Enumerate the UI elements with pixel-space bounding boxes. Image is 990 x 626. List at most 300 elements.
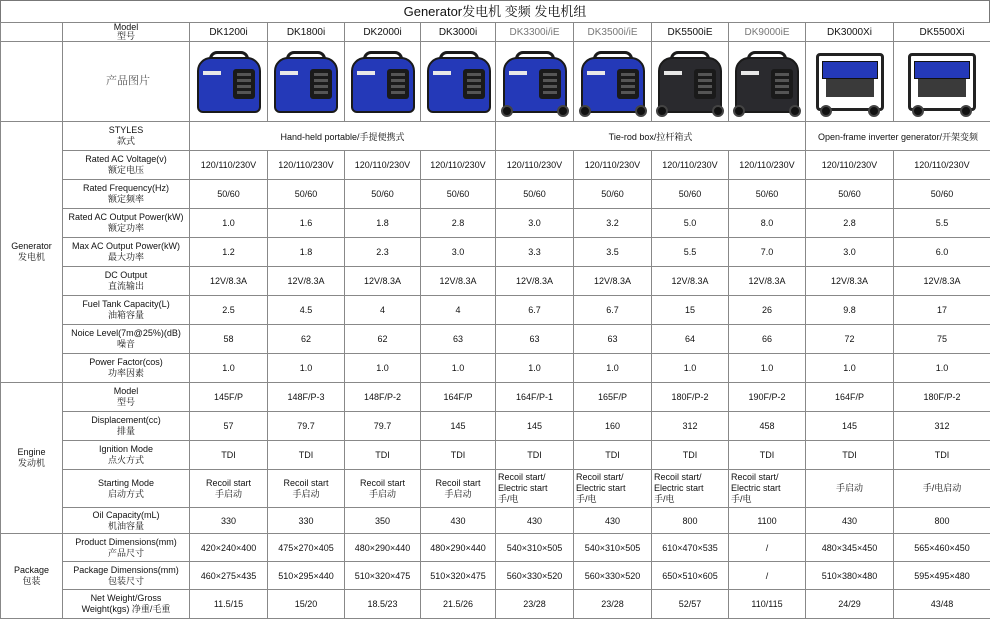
spec-value: 120/110/230V: [574, 151, 652, 180]
spec-value: 1100: [729, 508, 806, 534]
model-label-en: Model: [113, 22, 139, 32]
spec-value: 460×275×435: [190, 562, 268, 590]
model-name: DK9000iE: [729, 23, 806, 42]
spec-value: 165F/P: [574, 383, 652, 412]
spec-value: 72: [806, 325, 894, 354]
group-generator: [1, 122, 63, 383]
spec-value: TDI: [806, 441, 894, 470]
spec-value: 63: [574, 325, 652, 354]
spec-value: 1.0: [421, 354, 496, 383]
spec-value: 430: [574, 508, 652, 534]
product-image-cell: [421, 42, 496, 122]
spec-value: 2.8: [421, 209, 496, 238]
spec-row: [1, 209, 990, 238]
spec-value: 1.8: [268, 238, 345, 267]
spec-value: 50/60: [496, 180, 574, 209]
spec-value: /: [729, 562, 806, 590]
spec-value: 1.0: [345, 354, 421, 383]
row-label-en: Oil Capacity(mL): [92, 509, 160, 520]
spec-value: 8.0: [729, 209, 806, 238]
spec-value: 190F/P-2: [729, 383, 806, 412]
row-label-en: Power Factor(cos): [89, 357, 163, 367]
spec-value: 12V/8.3A: [894, 267, 990, 296]
model-name: DK3000Xi: [806, 23, 894, 42]
blue-handheld-generator: [270, 47, 342, 117]
row-label: [63, 296, 190, 325]
spec-value: 312: [652, 412, 729, 441]
value-line: 手/电启动: [922, 483, 962, 493]
product-image-cell: [806, 42, 894, 122]
row-label-en: Rated AC Voltage(v): [85, 154, 167, 164]
model-name: DK2000i: [345, 23, 421, 42]
spec-value: 2.8: [806, 209, 894, 238]
row-label-en: Noice Level(7m@25%)(dB): [71, 328, 181, 338]
spec-value: 50/60: [345, 180, 421, 209]
spec-value: TDI: [268, 441, 345, 470]
spec-value: 6.0: [894, 238, 990, 267]
spec-value: /: [729, 534, 806, 562]
blue-handheld-generator: [423, 47, 495, 117]
spec-row: [1, 151, 990, 180]
image-label: 产品图片: [63, 42, 190, 122]
spec-value: 1.8: [345, 209, 421, 238]
spec-value: 330: [268, 508, 345, 534]
spec-row: [1, 267, 990, 296]
spec-value: 79.7: [268, 412, 345, 441]
spec-value: 145: [806, 412, 894, 441]
row-label: [63, 441, 190, 470]
spec-value: 540×310×505: [574, 534, 652, 562]
product-image-cell: [894, 42, 990, 122]
value-line: 手启动: [292, 488, 320, 499]
value-line: Recoil start: [205, 477, 251, 488]
spec-value: 120/110/230V: [190, 151, 268, 180]
spec-value: 120/110/230V: [652, 151, 729, 180]
spec-value: 12V/8.3A: [421, 267, 496, 296]
spec-value: [190, 470, 268, 508]
spec-row: [1, 508, 990, 534]
spec-value: 26: [729, 296, 806, 325]
row-label: [63, 562, 190, 590]
spec-value: 1.0: [496, 354, 574, 383]
product-image-cell: [574, 42, 652, 122]
blue-tierod-generator: [577, 47, 649, 117]
spec-value: 480×290×440: [421, 534, 496, 562]
spec-row: [1, 180, 990, 209]
spec-value: 1.0: [729, 354, 806, 383]
spec-value: 63: [496, 325, 574, 354]
value-line: Electric start: [654, 483, 704, 493]
spec-value: 2.3: [345, 238, 421, 267]
row-label: [63, 354, 190, 383]
spec-value: 11.5/15: [190, 590, 268, 619]
value-line: 手启动: [214, 488, 242, 499]
spec-value: 110/115: [729, 590, 806, 619]
value-line: Recoil start/: [576, 472, 624, 482]
spec-value: 50/60: [190, 180, 268, 209]
model-name: DK5500Xi: [894, 23, 990, 42]
spec-value: 17: [894, 296, 990, 325]
spec-value: 1.0: [190, 354, 268, 383]
row-label-en: Rated AC Output Power(kW): [68, 212, 184, 222]
spec-row: [1, 470, 990, 508]
row-label-cn: 额定电压: [107, 165, 144, 175]
dark-tierod-generator: [731, 47, 803, 117]
spec-value: 145: [496, 412, 574, 441]
row-label-cn: Weight(kgs) 净重/毛重: [81, 604, 171, 614]
group-engine: [1, 383, 63, 534]
spec-value: 800: [894, 508, 990, 534]
row-label-cn: 款式: [116, 136, 135, 146]
corner-cell: [1, 42, 63, 122]
spec-value: 1.0: [652, 354, 729, 383]
spec-value: 650×510×605: [652, 562, 729, 590]
spec-value: 595×495×480: [894, 562, 990, 590]
row-label-cn: 功率因素: [107, 368, 144, 378]
spec-value: [574, 470, 652, 508]
spec-value: 430: [806, 508, 894, 534]
spec-value: TDI: [574, 441, 652, 470]
spec-value: 1.0: [894, 354, 990, 383]
spec-row: [1, 296, 990, 325]
spec-value: 64: [652, 325, 729, 354]
spec-value: 52/57: [652, 590, 729, 619]
spec-value: [268, 470, 345, 508]
row-label: [63, 325, 190, 354]
spec-value: [652, 470, 729, 508]
value-line: 手启动: [368, 488, 396, 499]
spec-value: 12V/8.3A: [806, 267, 894, 296]
row-label: [63, 470, 190, 508]
spec-value: 66: [729, 325, 806, 354]
spec-value: 50/60: [729, 180, 806, 209]
spec-value: 120/110/230V: [345, 151, 421, 180]
spec-value: 12V/8.3A: [190, 267, 268, 296]
spec-value: TDI: [894, 441, 990, 470]
group-label-en: Package: [13, 565, 50, 575]
spec-value: 62: [268, 325, 345, 354]
row-label-en: Ignition Mode: [98, 444, 154, 454]
spec-value: 3.0: [806, 238, 894, 267]
row-label: [63, 508, 190, 534]
row-label: [63, 534, 190, 562]
spec-value: 480×290×440: [345, 534, 421, 562]
spec-value: 50/60: [574, 180, 652, 209]
row-label: [63, 209, 190, 238]
row-label-en: STYLES: [108, 125, 144, 135]
value-line: Recoil start/: [498, 472, 546, 482]
spec-value: 23/28: [574, 590, 652, 619]
row-label: [63, 151, 190, 180]
row-label-cn: 额定功率: [107, 223, 144, 233]
row-label-cn: 最大功率: [107, 252, 144, 262]
row-label-cn: 机油容量: [107, 520, 144, 531]
spec-value: TDI: [421, 441, 496, 470]
style-handheld: Hand-held portable/手提便携式: [190, 122, 496, 151]
spec-value: 50/60: [268, 180, 345, 209]
spec-value: 458: [729, 412, 806, 441]
spec-value: [729, 470, 806, 508]
spec-value: 12V/8.3A: [345, 267, 421, 296]
row-label-cn: 型号: [116, 397, 135, 407]
row-label: [63, 238, 190, 267]
value-line: Recoil start: [359, 477, 405, 488]
spec-value: 160: [574, 412, 652, 441]
row-label-en: DC Output: [104, 270, 148, 280]
spec-value: 12V/8.3A: [652, 267, 729, 296]
value-line: Electric start: [498, 483, 548, 493]
spec-value: 120/110/230V: [729, 151, 806, 180]
spec-value: 5.5: [652, 238, 729, 267]
spec-value: 120/110/230V: [268, 151, 345, 180]
spec-value: 6.7: [574, 296, 652, 325]
spec-value: 148F/P-3: [268, 383, 345, 412]
spec-value: 3.0: [496, 209, 574, 238]
spec-value: 62: [345, 325, 421, 354]
spec-value: 120/110/230V: [496, 151, 574, 180]
spec-row: [1, 325, 990, 354]
style-tierod: Tie-rod box/拉杆箱式: [496, 122, 806, 151]
spec-value: 15: [652, 296, 729, 325]
spec-value: 145: [421, 412, 496, 441]
spec-value: [421, 470, 496, 508]
model-header-label: [63, 23, 190, 42]
spec-row: [1, 238, 990, 267]
row-label-en: Rated Frequency(Hz): [82, 183, 170, 193]
row-label: [63, 590, 190, 619]
spec-value: TDI: [496, 441, 574, 470]
row-label-cn: 油箱容量: [107, 310, 144, 320]
row-label: [63, 383, 190, 412]
spec-value: TDI: [729, 441, 806, 470]
spec-value: 430: [496, 508, 574, 534]
spec-value: 180F/P-2: [894, 383, 990, 412]
model-name: DK3000i: [421, 23, 496, 42]
spec-value: 475×270×405: [268, 534, 345, 562]
row-label-cn: 额定频率: [107, 194, 144, 204]
row-label-cn: 直流输出: [107, 281, 144, 291]
value-line: 手/电: [654, 494, 675, 504]
spec-value: 164F/P: [806, 383, 894, 412]
row-label-cn: 点火方式: [107, 455, 144, 465]
row-label: [63, 180, 190, 209]
model-name: DK3300i/iE: [496, 23, 574, 42]
spec-value: 21.5/26: [421, 590, 496, 619]
spec-value: 350: [345, 508, 421, 534]
row-label-cn: 排量: [116, 426, 135, 436]
product-image-cell: [190, 42, 268, 122]
spec-row: [1, 562, 990, 590]
spec-row: [1, 441, 990, 470]
row-label-cn: 包装尺寸: [107, 575, 144, 586]
value-line: Recoil start/: [731, 472, 779, 482]
product-image-cell: [652, 42, 729, 122]
row-label-en: Fuel Tank Capacity(L): [82, 299, 170, 309]
spec-value: 5.0: [652, 209, 729, 238]
group-label-en: Engine: [17, 447, 46, 457]
style-openframe: Open-frame inverter generator/开架变频: [806, 122, 990, 151]
model-label-cn: 型号: [116, 31, 135, 41]
value-line: Electric start: [731, 483, 781, 493]
spec-value: [894, 470, 990, 508]
spec-value: 330: [190, 508, 268, 534]
blue-handheld-generator: [347, 47, 419, 117]
spec-value: 7.0: [729, 238, 806, 267]
spec-value: 12V/8.3A: [729, 267, 806, 296]
spec-value: 12V/8.3A: [268, 267, 345, 296]
spec-value: 1.0: [574, 354, 652, 383]
row-label: [63, 122, 190, 151]
group-label-cn: 发电机: [17, 252, 45, 262]
spec-value: 1.6: [268, 209, 345, 238]
row-label: [63, 267, 190, 296]
row-label-en: Starting Mode: [97, 477, 155, 488]
spec-value: 120/110/230V: [806, 151, 894, 180]
row-label-en: Displacement(cc): [91, 415, 161, 425]
spec-value: 50/60: [652, 180, 729, 209]
spec-value: 75: [894, 325, 990, 354]
product-image-cell: [345, 42, 421, 122]
spec-value: 148F/P-2: [345, 383, 421, 412]
spec-value: 9.8: [806, 296, 894, 325]
value-line: 手/电: [498, 494, 519, 504]
spec-value: 3.5: [574, 238, 652, 267]
spec-value: [806, 470, 894, 508]
value-line: Recoil start: [283, 477, 329, 488]
product-image-cell: [729, 42, 806, 122]
spec-value: 5.5: [894, 209, 990, 238]
spec-value: 510×295×440: [268, 562, 345, 590]
blue-tierod-generator: [499, 47, 571, 117]
spec-value: 15/20: [268, 590, 345, 619]
spec-value: TDI: [190, 441, 268, 470]
spec-value: 610×470×535: [652, 534, 729, 562]
spec-value: 3.0: [421, 238, 496, 267]
spec-value: 24/29: [806, 590, 894, 619]
row-label-en: Product Dimensions(mm): [75, 536, 177, 547]
open-frame-generator: [814, 47, 886, 117]
model-name: DK5500iE: [652, 23, 729, 42]
spec-value: 3.2: [574, 209, 652, 238]
value-line: 手/电: [576, 494, 597, 504]
spec-value: 164F/P: [421, 383, 496, 412]
spec-row: [1, 590, 990, 619]
model-name: DK1800i: [268, 23, 345, 42]
spec-value: 2.5: [190, 296, 268, 325]
spec-value: 1.0: [190, 209, 268, 238]
spec-value: 560×330×520: [496, 562, 574, 590]
row-label-en: Max AC Output Power(kW): [71, 241, 181, 251]
spec-value: 1.0: [268, 354, 345, 383]
spec-value: 420×240×400: [190, 534, 268, 562]
dark-tierod-generator: [654, 47, 726, 117]
group-label-en: Generator: [11, 241, 52, 251]
spec-value: 58: [190, 325, 268, 354]
spec-value: 3.3: [496, 238, 574, 267]
value-line: Recoil start/: [654, 472, 702, 482]
styles-row: [1, 122, 990, 151]
spec-value: 120/110/230V: [894, 151, 990, 180]
row-label-en: Package Dimensions(mm): [73, 564, 179, 575]
spec-value: 1.0: [806, 354, 894, 383]
spec-value: 510×320×475: [345, 562, 421, 590]
spec-value: 18.5/23: [345, 590, 421, 619]
model-name: DK3500i/iE: [574, 23, 652, 42]
spec-value: [345, 470, 421, 508]
row-label-cn: 启动方式: [107, 488, 144, 499]
group-label-cn: 发动机: [17, 458, 45, 468]
open-frame-generator: [906, 47, 978, 117]
spec-value: 12V/8.3A: [496, 267, 574, 296]
spec-value: 4: [421, 296, 496, 325]
value-line: 手启动: [444, 488, 472, 499]
product-image-cell: [496, 42, 574, 122]
spec-table: [0, 22, 990, 619]
spec-value: 510×320×475: [421, 562, 496, 590]
group-package: [1, 534, 63, 619]
model-name: DK1200i: [190, 23, 268, 42]
spec-value: 12V/8.3A: [574, 267, 652, 296]
spec-value: 510×380×480: [806, 562, 894, 590]
spec-value: 120/110/230V: [421, 151, 496, 180]
spec-value: 4.5: [268, 296, 345, 325]
spec-row: [1, 383, 990, 412]
image-row: [1, 42, 990, 122]
spec-value: 50/60: [421, 180, 496, 209]
value-line: Electric start: [576, 483, 626, 493]
value-line: 手启动: [835, 483, 863, 493]
spec-row: [1, 354, 990, 383]
spec-row: [1, 534, 990, 562]
corner-cell: [1, 23, 63, 42]
spec-value: 4: [345, 296, 421, 325]
spec-value: 565×460×450: [894, 534, 990, 562]
spec-value: 180F/P-2: [652, 383, 729, 412]
blue-handheld-generator: [193, 47, 265, 117]
spec-value: 50/60: [894, 180, 990, 209]
sheet-title: Generator发电机 变频 发电机组: [0, 0, 990, 22]
spec-value: 50/60: [806, 180, 894, 209]
value-line: 手/电: [731, 494, 752, 504]
row-label-en: Net Weight/Gross: [90, 593, 162, 603]
spec-value: [496, 470, 574, 508]
row-label-cn: 噪音: [116, 339, 135, 349]
spec-value: 1.2: [190, 238, 268, 267]
spec-value: 800: [652, 508, 729, 534]
spec-value: 540×310×505: [496, 534, 574, 562]
spec-value: 63: [421, 325, 496, 354]
spec-value: 43/48: [894, 590, 990, 619]
group-label-cn: 包装: [22, 576, 41, 586]
value-line: Recoil start: [435, 477, 481, 488]
spec-value: 79.7: [345, 412, 421, 441]
spec-value: 430: [421, 508, 496, 534]
spec-value: 480×345×450: [806, 534, 894, 562]
row-label-cn: 产品尺寸: [107, 547, 144, 558]
spec-value: 164F/P-1: [496, 383, 574, 412]
spec-value: 145F/P: [190, 383, 268, 412]
product-image-cell: [268, 42, 345, 122]
spec-value: 560×330×520: [574, 562, 652, 590]
row-label-en: Model: [113, 386, 139, 396]
spec-value: TDI: [345, 441, 421, 470]
model-row: [1, 23, 990, 42]
spec-value: 6.7: [496, 296, 574, 325]
spec-value: TDI: [652, 441, 729, 470]
spec-row: [1, 412, 990, 441]
spec-value: 23/28: [496, 590, 574, 619]
spec-value: 57: [190, 412, 268, 441]
